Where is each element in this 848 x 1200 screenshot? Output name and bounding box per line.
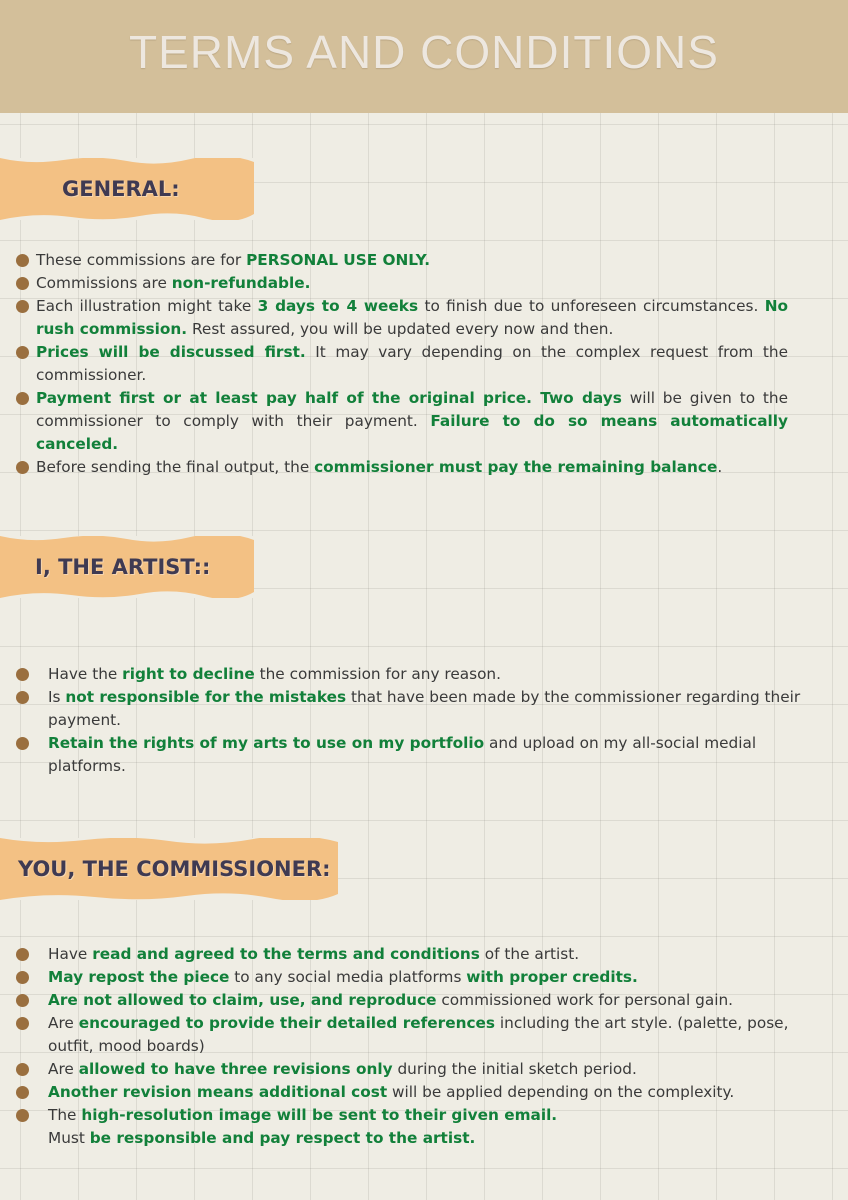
bullet-dot-icon: [16, 1086, 29, 1099]
term-text: Is: [48, 688, 66, 706]
bullet-dot-icon: [16, 277, 29, 290]
term-item: [16, 943, 816, 966]
highlight-text: be responsible and pay respect to the artist.: [89, 1129, 476, 1147]
general-terms-list: [16, 249, 788, 479]
term-text: It may vary depending on the complex request from the commissioner.: [36, 343, 788, 384]
section-heading-commissioner: YOU, THE COMMISSIONER:: [18, 857, 331, 881]
bullet-dot-icon: [16, 461, 29, 474]
highlight-text: 3 days to 4 weeks: [257, 297, 419, 315]
term-item: [16, 732, 816, 778]
highlight-text: commissioner must pay the remaining balance: [314, 458, 718, 476]
term-text: These commissions are for: [36, 251, 247, 269]
term-item: [16, 1081, 816, 1104]
term-item: [16, 1012, 816, 1058]
bullet-dot-icon: [16, 691, 29, 704]
highlight-text: Prices will be discussed first.: [36, 343, 306, 361]
term-text: will be applied depending on the complexity.: [387, 1083, 735, 1101]
term-text: Have the: [48, 665, 123, 683]
term-text: Each illustration might take: [36, 297, 258, 315]
bullet-dot-icon: [16, 346, 29, 359]
highlight-text: Another revision means additional cost: [48, 1083, 388, 1101]
term-item: [16, 249, 788, 272]
term-text: to any social media platforms: [229, 968, 467, 986]
term-item: [16, 989, 816, 1012]
term-item: [16, 966, 816, 989]
section-heading-general: GENERAL:: [62, 177, 180, 201]
term-item: [16, 1127, 816, 1150]
term-text: and upload on my all-social medial platforms.: [48, 734, 757, 775]
highlight-text: allowed to have three revisions only: [78, 1060, 393, 1078]
term-item: [16, 663, 816, 686]
bullet-dot-icon: [16, 668, 29, 681]
bullet-dot-icon: [16, 737, 29, 750]
term-item: [16, 686, 816, 732]
term-text: Before sending the final output, the: [36, 458, 315, 476]
section-banner-commissioner: [0, 838, 338, 900]
bullet-dot-icon: [16, 254, 29, 267]
term-text: Rest assured, you will be updated every now and then.: [187, 320, 614, 338]
term-text: commissioned work for personal gain.: [436, 991, 734, 1009]
highlight-text: not responsible for the mistakes: [65, 688, 347, 706]
page-title: TERMS AND CONDITIONS: [129, 25, 719, 78]
artist-terms-list: [16, 663, 816, 778]
term-text: to finish due to unforeseen circumstances.: [418, 297, 765, 315]
bullet-dot-icon: [16, 1017, 29, 1030]
highlight-text: high-resolution image will be sent to their given email.: [81, 1106, 558, 1124]
term-item: [16, 341, 788, 387]
highlight-text: Retain the rights of my arts to use on my portfolio: [48, 734, 485, 752]
section-heading-artist: I, THE ARTIST::: [35, 555, 211, 579]
highlight-text: May repost the piece: [48, 968, 230, 986]
highlight-text: non-refundable.: [171, 274, 311, 292]
bullet-dot-icon: [16, 1063, 29, 1076]
term-text: will be given to the commissioner to comply with their payment.: [36, 389, 788, 430]
term-item: [16, 456, 788, 479]
bullet-dot-icon: [16, 948, 29, 961]
bullet-dot-icon: [16, 971, 29, 984]
term-text: Are: [48, 1060, 79, 1078]
header-bar: [0, 0, 848, 113]
highlight-text: Are not allowed to claim, use, and reproduce: [48, 991, 437, 1009]
commissioner-terms-list: [16, 943, 816, 1150]
highlight-text: right to decline: [122, 665, 255, 683]
term-text: during the initial sketch period.: [392, 1060, 637, 1078]
bullet-dot-icon: [16, 1109, 29, 1122]
term-text: of the artist.: [479, 945, 580, 963]
term-text: that have been made by the commissioner regarding their payment.: [48, 688, 801, 729]
term-item: [16, 272, 788, 295]
highlight-text: with proper credits.: [466, 968, 638, 986]
term-item: [16, 1058, 816, 1081]
term-text: Commissions are: [36, 274, 172, 292]
term-text: the commission for any reason.: [254, 665, 501, 683]
section-banner-general: [0, 158, 254, 220]
highlight-text: PERSONAL USE ONLY.: [246, 251, 431, 269]
term-text: .: [717, 458, 723, 476]
term-text: The: [48, 1106, 82, 1124]
term-text: including the art style. (palette, pose, outfit, mood boards): [48, 1014, 789, 1055]
highlight-text: encouraged to provide their detailed references: [78, 1014, 496, 1032]
highlight-text: Payment first or at least pay half of the original price. Two days: [36, 389, 622, 407]
section-banner-artist: [0, 536, 254, 598]
term-item: [16, 387, 788, 456]
term-item: [16, 1104, 816, 1127]
bullet-dot-icon: [16, 994, 29, 1007]
bullet-dot-icon: [16, 392, 29, 405]
term-item: [16, 295, 788, 341]
highlight-text: No rush commission.: [36, 297, 788, 338]
term-text: Are: [48, 1014, 79, 1032]
term-text: Have: [48, 945, 93, 963]
term-text: Must: [48, 1129, 90, 1147]
highlight-text: Failure to do so means automatically canceled.: [36, 412, 788, 453]
highlight-text: read and agreed to the terms and conditions: [92, 945, 480, 963]
bullet-dot-icon: [16, 300, 29, 313]
